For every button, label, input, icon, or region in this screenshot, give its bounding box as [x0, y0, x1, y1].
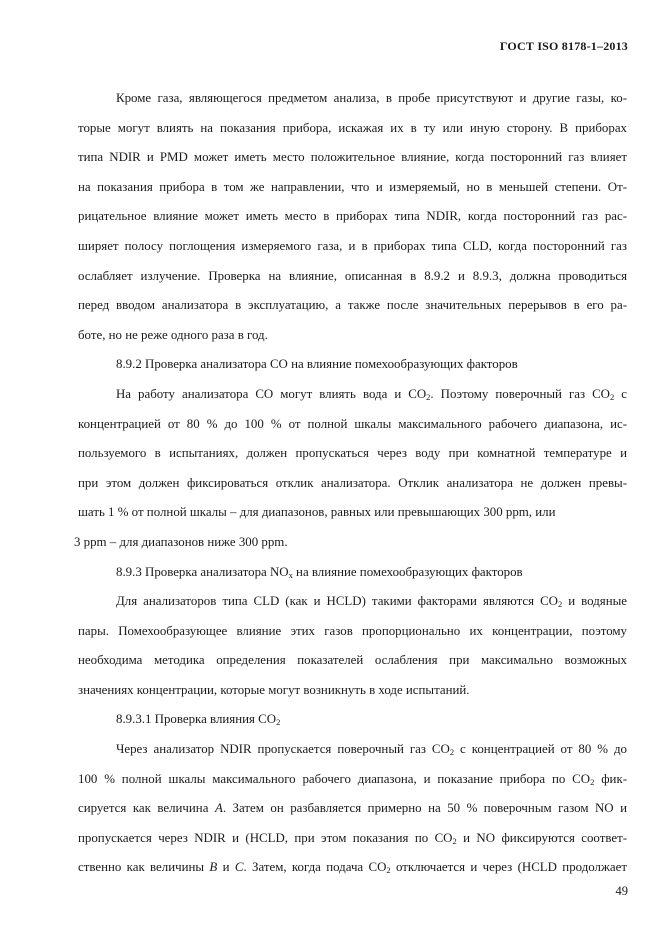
section-heading: 8.9.2 Проверка анализатора CO на влияние помехообразующих факторов	[116, 357, 518, 372]
text-line: Для анализаторов типа CLD (как и HCLD) такими факторами являются $CO_2$ и водяные	[116, 594, 628, 610]
section-heading: 8.9.3 Проверка анализатора $NO_x$ на влияние помехообразующих факторов	[116, 564, 523, 580]
text-line: перед вводом анализатора в эксплуатацию, а также после значительных перерывов в его ра-	[78, 298, 627, 313]
text-line: боте, но не реже одного раза в год.	[78, 327, 268, 342]
text-line: сируется как величина A. Затем он разбавляется примерно на 50 % поверочным газом NO и	[78, 801, 628, 816]
text-line: 3 ppm – для диапазонов ниже 300 ppm.	[74, 534, 288, 549]
document-body	[74, 84, 628, 883]
text-line: значениях концентрации, которые могут возникнуть в ходе испытаний.	[78, 682, 470, 697]
page-number: 49	[615, 884, 628, 898]
text-line: на показания прибора в том же направлении, что и измеряемый, но в меньшей степени. От-	[78, 179, 627, 194]
text-line: торые могут влиять на показания прибора, искажая их в ту или иную сторону. В приборах	[78, 120, 627, 135]
document-header: ГОСТ ISO 8178-1–2013	[499, 39, 628, 53]
text-line: пользуемого в испытаниях, должен пропускаться через воду при комнатной температуре и	[78, 446, 627, 461]
text-line: типа NDIR и PMD может иметь место положительное влияние, когда посторонний газ влияет	[78, 150, 627, 165]
text-line: пары. Помехообразующее влияние этих газов пропорционально их концентрации, поэтому	[78, 623, 627, 638]
text-line: необходима методика определения показателей ослабления при максимально возможных	[78, 653, 627, 668]
text-line: пропускается через NDIR и (HCLD, при этом показания по $CO_2$ и NO фиксируются соответ-	[78, 830, 628, 846]
text-line: На работу анализатора CO могут влиять вода и $CO_2$. Поэтому поверочный газ $CO_2$ с	[116, 386, 627, 402]
text-line: рицательное влияние может иметь место в приборах типа NDIR, когда посторонний газ рас-	[78, 209, 627, 224]
text-line: концентрацией от 80 % до 100 % от полной шкалы максимального рабочего диапазона, ис-	[78, 416, 627, 431]
text-line: при этом должен фиксироваться отклик анализатора. Отклик анализатора не должен превы-	[78, 475, 627, 490]
text-line: ственно как величины B и C. Затем, когда подача $CO_2$ отключается и через (HCLD продолжает	[78, 860, 627, 876]
text-line: Кроме газа, являющегося предметом анализа, в пробе присутствуют и другие газы, ко-	[116, 91, 627, 105]
text-line: шать 1 % от полной шкалы – для диапазонов, равных или превышающих 300 ppm, или	[78, 505, 556, 520]
text-line: 100 % полной шкалы максимального рабочего диапазона, и показание прибора по $CO_2$ фик-	[78, 771, 627, 787]
section-heading: 8.9.3.1 Проверка влияния $CO_2$	[116, 712, 281, 728]
text-line: Через анализатор NDIR пропускается поверочный газ $CO_2$ с концентрацией от 80 % до	[116, 742, 627, 758]
text-line: ширяет полосу поглощения измеряемого газа, и в приборах типа CLD, когда посторонний газ	[78, 238, 627, 253]
text-line: ослабляет излучение. Проверка на влияние, описанная в 8.9.2 и 8.9.3, должна проводиться	[78, 268, 627, 283]
